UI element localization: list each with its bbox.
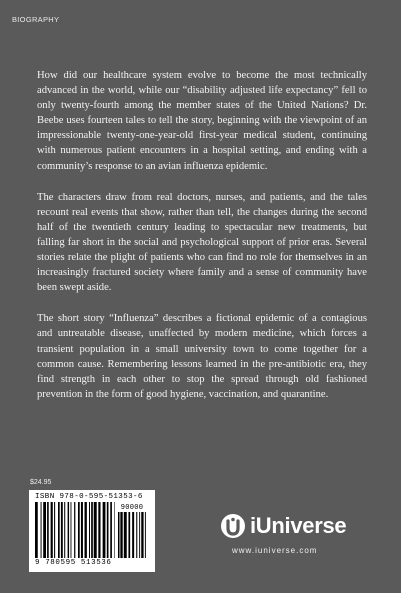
barcode-icon bbox=[35, 502, 115, 558]
category-label: BIOGRAPHY bbox=[12, 15, 60, 24]
addon-code bbox=[118, 504, 146, 558]
publisher-logo bbox=[220, 513, 346, 539]
description-paragraph-3: The short story “Influenza” describes a fictional epidemic of a contagious and untreatable disease, unaffected by modern medicine, which forces a transient population in a small university town to come together for a common cause. Remembering lessons learned in the pre-antibiotic era, they find strength in each other to stop the spread through old fashioned prevention in the form of good hygiene, vaccination, and quarantine. bbox=[37, 313, 367, 400]
addon-number: 90000 bbox=[120, 504, 144, 512]
isbn-text: ISBN 978-0-595-51353-6 bbox=[35, 493, 143, 501]
description-paragraph-2: The characters draw from real doctors, nurses, and patients, and the tales recount real events that show, rather than tell, the changes during the second half of the twentieth century leading to spectacular new treatments, but falling far short in the social and psychological support of prior eras. Several stories relate the plight of patients who can find no role for themselves in an increasingly fractured society where family and a sense of community have been swept aside. bbox=[37, 191, 367, 294]
barcode-block bbox=[29, 490, 155, 572]
publisher-website: www.iuniverse.com bbox=[232, 546, 318, 555]
ean-number: 9 780595 513536 bbox=[35, 559, 112, 567]
description-paragraph-1: How did our healthcare system evolve to become the most technically advanced in the world, while our “disability adjusted life expectancy” fell to only twenty-fourth among the member states of the United Nations? Dr. Beebe uses fourteen tales to tell the story, beginning with the viewpoint of an impressionable twenty-one-year-old first-year medical student, continuing with numerous patient encounters in a hospital setting, and ending with a community’s response to an avian influenza epidemic. bbox=[37, 70, 367, 172]
addon-barcode-icon bbox=[118, 512, 146, 558]
barcode-bars-row bbox=[35, 502, 149, 558]
price-label: $24.95 bbox=[30, 479, 52, 486]
iuniverse-logo-icon bbox=[220, 513, 246, 539]
publisher-name: iUniverse bbox=[250, 513, 347, 538]
book-description bbox=[37, 68, 367, 418]
